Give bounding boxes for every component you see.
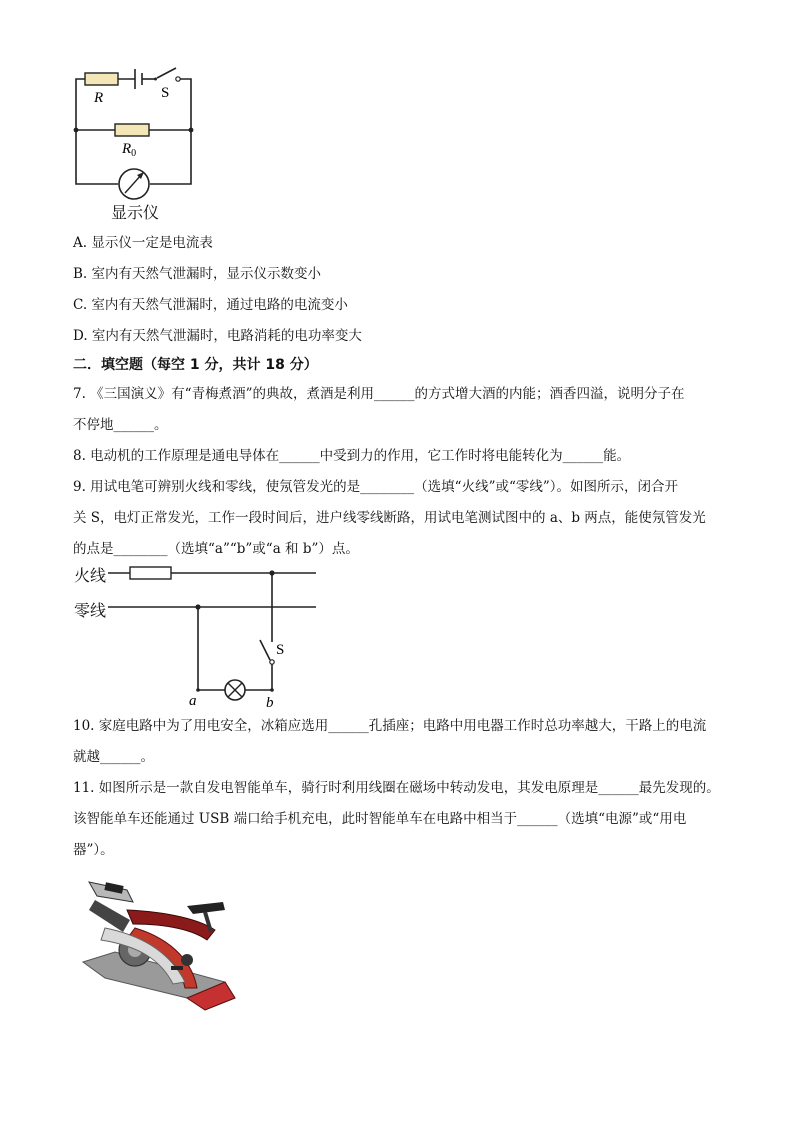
q9-line2: 关 S，电灯正常发光，工作一段时间后，进户线零线断路，用试电笔测试图中的 a、b 两点，能使氖管发光 bbox=[73, 510, 706, 526]
q10-line2: 就越______。 bbox=[73, 749, 154, 765]
neutral-wire-label: 零线 bbox=[74, 601, 107, 620]
switch-contact bbox=[270, 660, 274, 664]
point-b-label: b bbox=[266, 695, 274, 710]
circuit-diagram-2 bbox=[100, 560, 330, 710]
q11-line3: 器”）。 bbox=[73, 842, 114, 858]
q7-line2: 不停地______。 bbox=[73, 417, 168, 433]
circuit-diagram-1 bbox=[60, 62, 210, 222]
svg-text:R0 bbox=[121, 141, 136, 159]
resistor-r bbox=[85, 73, 118, 85]
label-s: S bbox=[161, 85, 170, 101]
meter-dial bbox=[119, 169, 149, 199]
q9-line3: 的点是________（选填“a”“b”或“a 和 b”）点。 bbox=[73, 541, 359, 557]
meter-caption: 显示仪 bbox=[111, 203, 160, 222]
label-r0: R bbox=[122, 141, 132, 157]
point-a-label: a bbox=[189, 693, 197, 709]
q7-line1: 7. 《三国演义》有“青梅煮酒”的典故，煮酒是利用______的方式增大酒的内能；酒香四溢，说明分子在 bbox=[73, 386, 685, 402]
switch-contact bbox=[176, 77, 180, 81]
option-a: A. 显示仪一定是电流表 bbox=[73, 235, 213, 251]
label-r: R bbox=[94, 90, 104, 106]
fuse bbox=[130, 567, 171, 579]
q11-line2: 该智能单车还能通过 USB 端口给手机充电，此时智能单车在电路中相当于______（选填“电源”或“用电 bbox=[73, 811, 687, 827]
option-b: B. 室内有天然气泄漏时，显示仪示数变小 bbox=[73, 266, 322, 282]
section-heading: 二．填空题（每空 1 分，共计 18 分） bbox=[73, 357, 318, 373]
option-c: C. 室内有天然气泄漏时，通过电路的电流变小 bbox=[73, 297, 348, 313]
option-d: D. 室内有天然气泄漏时，电路消耗的电功率变大 bbox=[73, 328, 362, 344]
resistor-r0 bbox=[115, 124, 149, 136]
label-r0-sub: 0 bbox=[131, 148, 137, 159]
q10-line1: 10. 家庭电路中为了用电安全，冰箱应选用______孔插座；电路中用电器工作时总功率越大，干路上的电流 bbox=[73, 718, 707, 734]
q9-line1: 9. 用试电笔可辨别火线和零线，使氖管发光的是________（选填“火线”或“零线”）。如图所示，闭合开 bbox=[73, 479, 679, 495]
q11-line1: 11. 如图所示是一款自发电智能单车，骑行时利用线圈在磁场中转动发电，其发电原理是______最先发现的。 bbox=[73, 780, 720, 796]
q8-line1: 8. 电动机的工作原理是通电导体在______中受到力的作用，它工作时将电能转化为______能。 bbox=[73, 448, 631, 464]
live-wire-label: 火线 bbox=[74, 566, 107, 585]
smart-bike-image bbox=[75, 870, 245, 1020]
switch-label: S bbox=[276, 642, 285, 658]
